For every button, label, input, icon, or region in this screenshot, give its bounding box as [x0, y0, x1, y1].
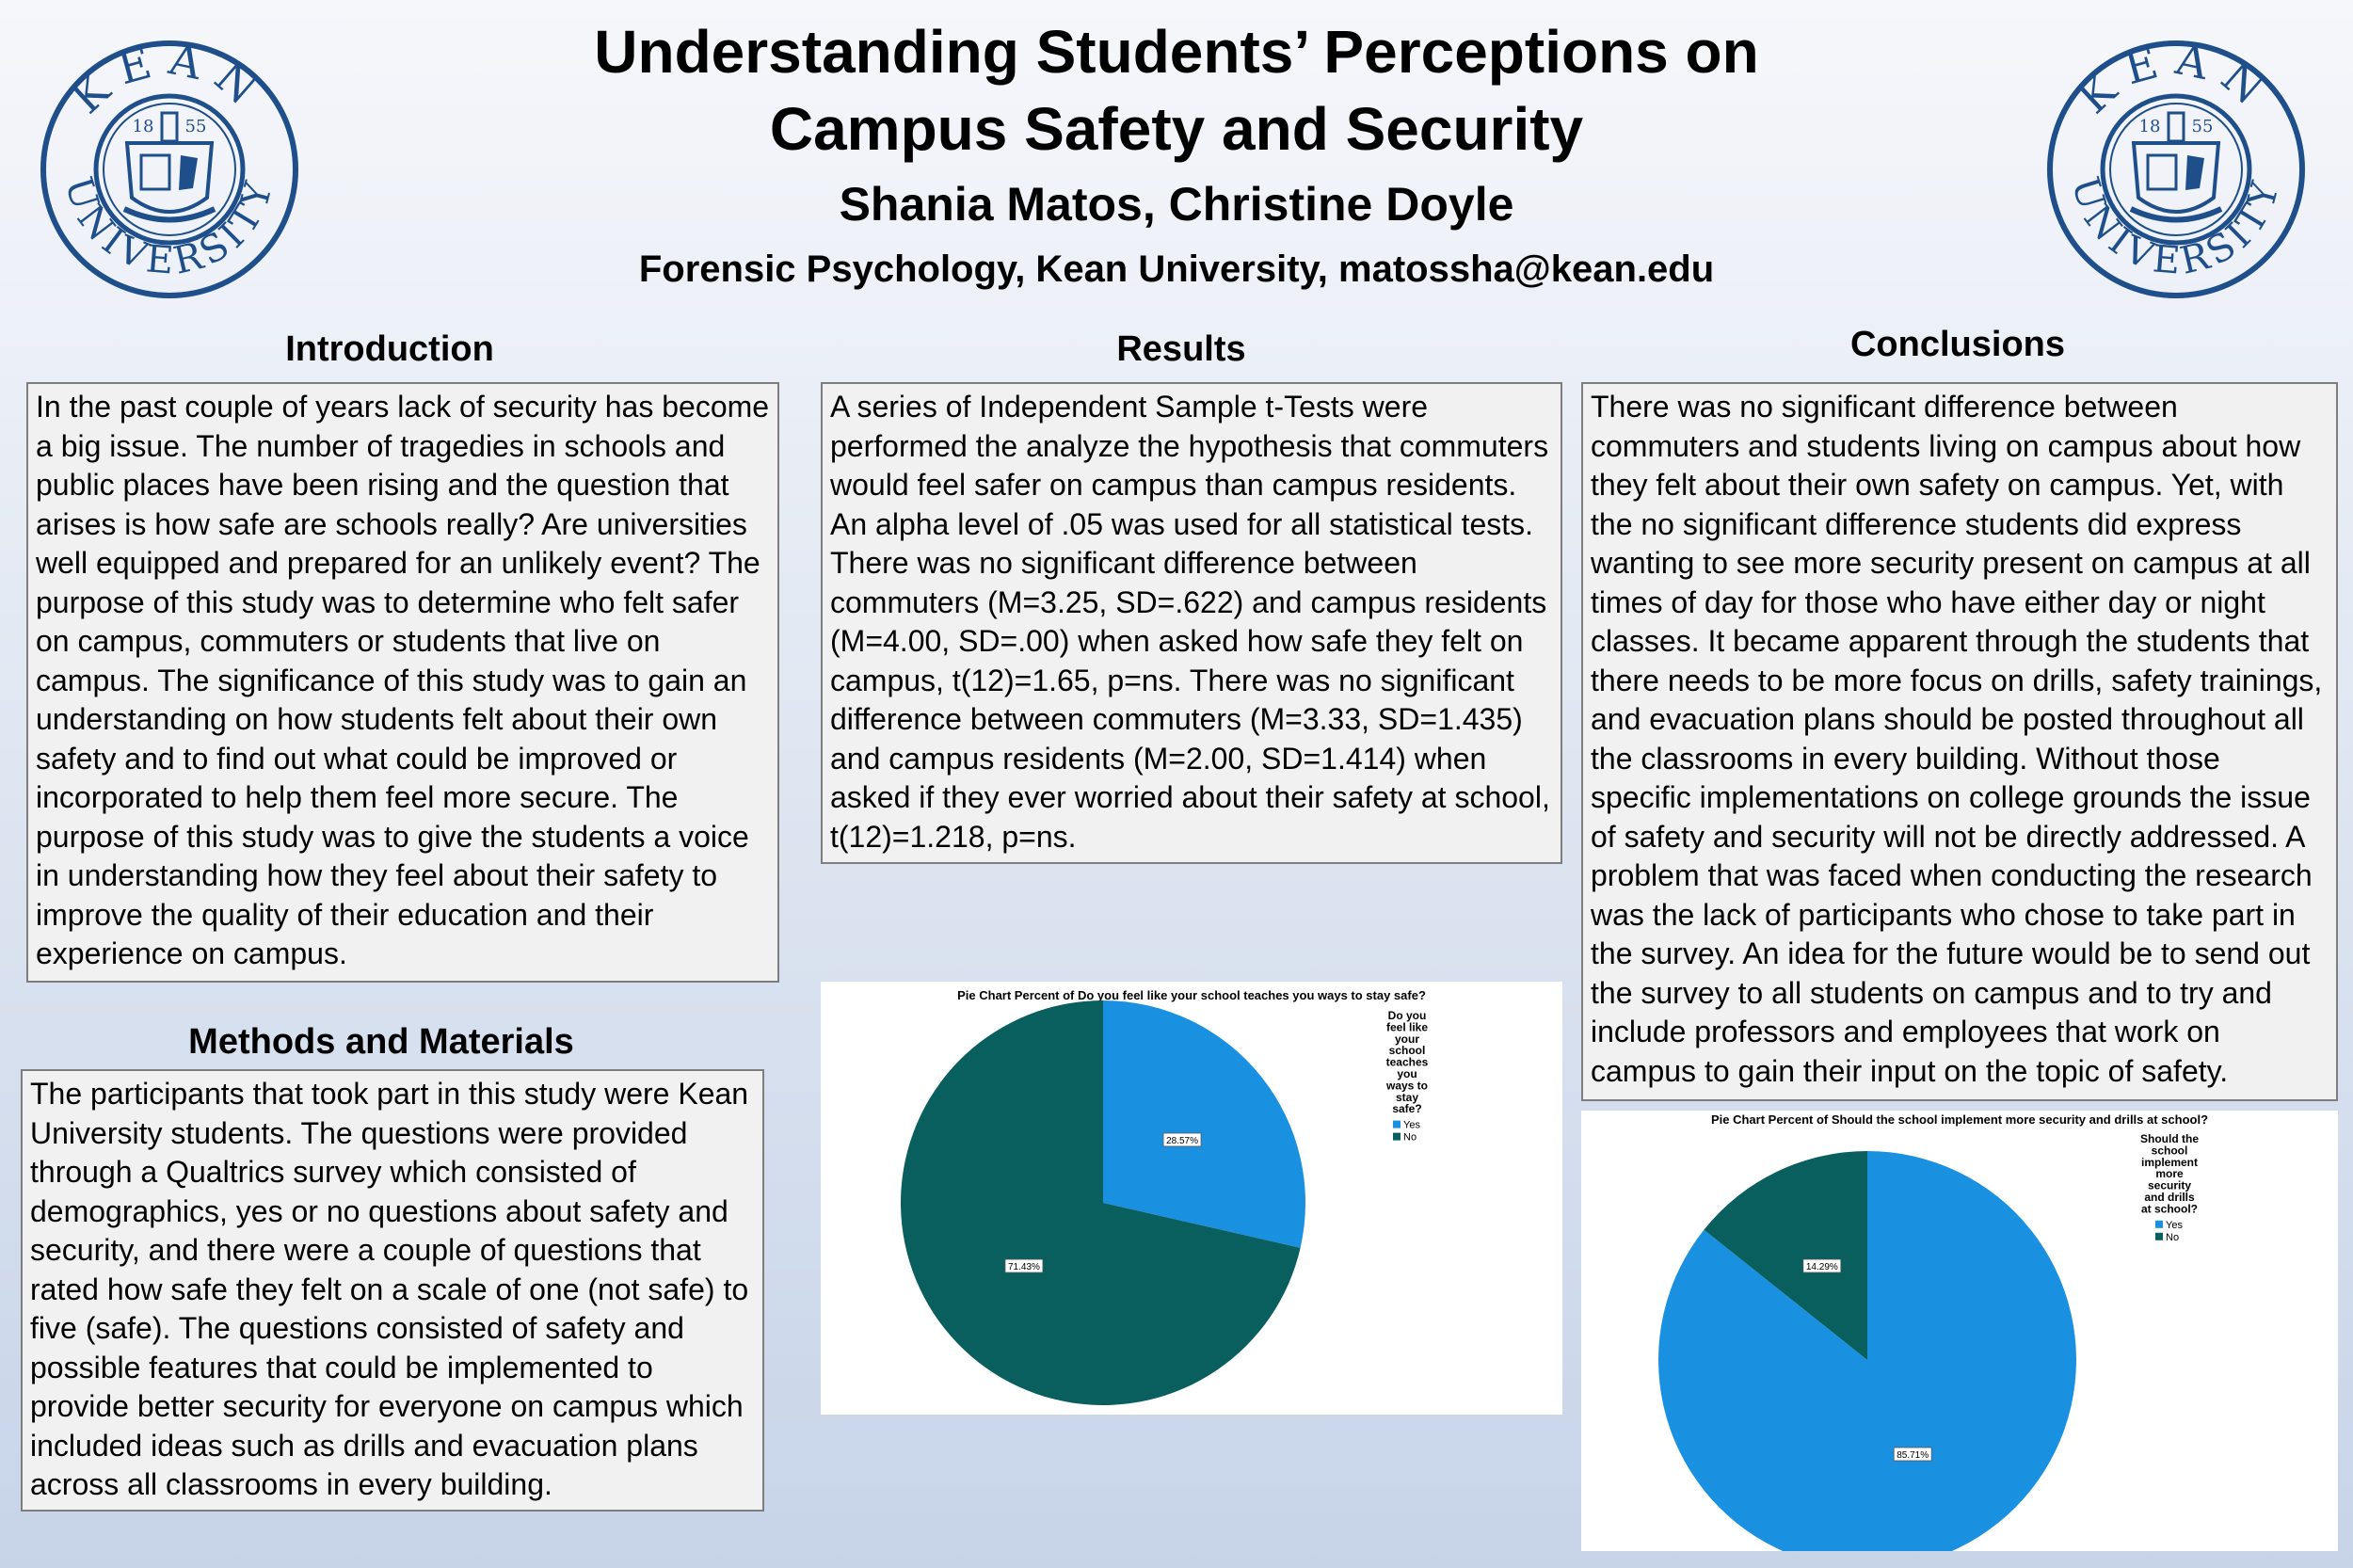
pie-chart-more-security: [1581, 1111, 2338, 1551]
kean-university-logo-right: [2044, 38, 2308, 301]
legend-swatch-yes: [2155, 1221, 2163, 1228]
slice-label: 71.43%: [1007, 1262, 1040, 1273]
methods-heading: Methods and Materials: [188, 1022, 574, 1062]
logo-year-right: 55: [2191, 117, 2214, 136]
kean-university-logo-left: [38, 38, 301, 301]
chart-title: Pie Chart Percent of Should the school implement more security and drills at school?: [1710, 1112, 2209, 1127]
logo-text-bottom: UNIVERSITY: [2062, 171, 2289, 283]
legend-label-yes: Yes: [1403, 1119, 1420, 1131]
legend-label-yes: Yes: [2166, 1219, 2183, 1231]
legend-title-line: teaches: [1385, 1055, 1429, 1069]
university-seal-icon: [2044, 38, 2308, 301]
introduction-heading: Introduction: [285, 329, 494, 369]
legend-title-line: your: [1394, 1032, 1420, 1046]
results-heading: Results: [1116, 329, 1246, 369]
poster-title-line-2: Campus Safety and Security: [769, 95, 1584, 163]
legend-label-no: No: [2166, 1231, 2180, 1243]
legend-title-line: security: [2147, 1178, 2192, 1192]
methods-body: The participants that took part in this study were Kean University students. The questions were provided through a Qualtrics survey which consisted of demographics, yes or no questions about safety and security, and there were a couple of questions that rated how safe they felt on a scale of one (not safe) to five (safe). The questions consisted of safety and possible features that could be implemented to provide better security for everyone on campus which included ideas such as drills and evacuation plans across all classrooms in every building.: [21, 1069, 764, 1512]
poster-title-line-1: Understanding Students’ Perceptions on: [594, 18, 1759, 86]
affiliation: Forensic Psychology, Kean University, matossha@kean.edu: [638, 248, 1715, 290]
conclusions-body: There was no significant difference between commuters and students living on campus about how they felt about their own safety on campus. Yet, with the no significant difference students did express wanting to see more security present on campus at all times of day for those who have either day or night classes. It became apparent through the students that there needs to be more focus on drills, safety trainings, and evacuation plans should be posted throughout all the classrooms in every building. Without those specific implementations on college grounds the issue of safety and security will not be directly addressed. A problem that was faced when conducting the research was the lack of participants who chose to take part in the survey. An idea for the future would be to send out the survey to all students on campus and to try and include professors and employees that work on campus to gain their input on the topic of safety.: [1581, 382, 2338, 1101]
legend-title-line: more: [2155, 1167, 2184, 1181]
legend-title-line: school: [2151, 1144, 2188, 1158]
logo-text-top: KEAN: [61, 38, 278, 124]
logo-text-top: KEAN: [2068, 38, 2284, 124]
slice-label: 14.29%: [1805, 1261, 1838, 1272]
logo-year-right: 55: [184, 117, 207, 136]
legend-title-line: ways to: [1385, 1079, 1429, 1093]
logo-text-bottom: UNIVERSITY: [56, 171, 282, 283]
authors: Shania Matos, Christine Doyle: [839, 178, 1514, 231]
legend-label-no: No: [1403, 1131, 1417, 1144]
legend-title-line: Should the: [2140, 1132, 2199, 1145]
legend-title-line: school: [1388, 1044, 1426, 1058]
legend-title-line: safe?: [1392, 1102, 1422, 1116]
conclusions-heading: Conclusions: [1849, 325, 2066, 364]
chart-title: Pie Chart Percent of Do you feel like your school teaches you ways to stay safe?: [957, 988, 1426, 1002]
legend-title-line: implement: [2140, 1155, 2199, 1169]
logo-year-left: 18: [2138, 117, 2161, 136]
slice-label: 28.57%: [1166, 1135, 1199, 1146]
university-seal-icon: [38, 38, 301, 301]
legend-swatch-no: [2155, 1233, 2163, 1240]
legend-swatch-no: [1393, 1133, 1401, 1141]
legend-title-line: stay: [1395, 1090, 1419, 1104]
legend-swatch-yes: [1393, 1121, 1401, 1128]
introduction-body: In the past couple of years lack of security has become a big issue. The number of tragedies in schools and public places have been rising and the question that arises is how safe are schools really? Are universities well equipped and prepared for an unlikely event? The purpose of this study was to determine who felt safer on campus, commuters or students that live on campus. The significance of this study was to gain an understanding on how students felt about their own safety and to find out what could be improved or incorporated to help them feel more secure. The purpose of this study was to give the students a voice in understanding how they feel about their safety to improve the quality of their education and their experience on campus.: [26, 382, 779, 983]
results-body: A series of Independent Sample t-Tests were performed the analyze the hypothesis that commuters would feel safer on campus than campus residents. An alpha level of .05 was used for all statistical tests. There was no significant difference between commuters (M=3.25, SD=.622) and campus residents (M=4.00, SD=.00) when asked how safe they felt on campus, t(12)=1.65, p=ns. There was no significant difference between commuters (M=3.33, SD=1.435) and campus residents (M=2.00, SD=1.414) when asked if they ever worried about their safety at school, t(12)=1.218, p=ns.: [821, 382, 1562, 864]
pie-chart-svg: [821, 982, 1562, 1415]
legend-title-line: feel like: [1385, 1020, 1429, 1034]
legend-title-line: you: [1397, 1067, 1417, 1080]
pie-chart-svg: [1581, 1111, 2338, 1551]
legend-title-line: and drills: [2144, 1191, 2195, 1204]
slice-label: 85.71%: [1897, 1450, 1929, 1462]
legend-title-line: at school?: [2140, 1202, 2199, 1216]
svg-text:KEAN: [2068, 38, 2283, 123]
pie-chart-teaches-safety: [821, 982, 1562, 1415]
svg-text:KEAN: [61, 38, 277, 123]
legend-title-line: Do you: [1387, 1009, 1427, 1022]
logo-year-left: 18: [132, 117, 154, 136]
